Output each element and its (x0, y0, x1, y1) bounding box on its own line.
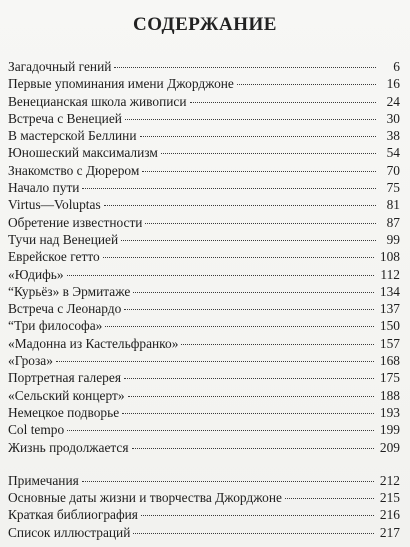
toc-entry (8, 421, 400, 438)
toc-entry-page: 134 (379, 283, 400, 299)
toc-entry-title: Тучи над Венецией (8, 231, 119, 247)
dot-leader (237, 84, 376, 85)
toc-entry-title: Загадочный гений (8, 59, 112, 74)
toc-entry (8, 231, 400, 248)
toc-entry (8, 387, 400, 404)
dot-leader (132, 448, 374, 449)
toc-entry-title: Обретение известности (8, 214, 143, 230)
toc-entry (8, 144, 400, 161)
table-of-contents (8, 58, 400, 541)
dot-leader (133, 533, 374, 534)
dot-leader (122, 413, 374, 414)
toc-entry-page: 38 (386, 128, 400, 144)
toc-entry-page: 215 (379, 490, 400, 506)
toc-entry-title: Список иллюстраций (8, 524, 131, 540)
dot-leader (161, 153, 376, 154)
dot-leader (105, 326, 374, 327)
toc-entry-page: 188 (379, 387, 400, 403)
toc-entry-title: Встреча с Венецией (8, 110, 122, 126)
toc-entry (8, 127, 400, 144)
toc-entry (8, 179, 400, 196)
toc-main-section (8, 58, 400, 456)
toc-entry-title: “Три философа» (8, 318, 103, 334)
toc-entry-title: Портретная галерея (8, 370, 121, 386)
dot-leader (145, 223, 376, 224)
toc-entry-title: “Курьёз» в Эрмитаже (8, 283, 131, 299)
toc-entry-page: 108 (379, 249, 400, 265)
toc-entry-title: Немецкое подворье (8, 404, 120, 420)
dot-leader (142, 171, 376, 172)
dot-leader (181, 344, 374, 345)
toc-entry-title: «Мадонна из Кастельфранко» (8, 335, 179, 351)
toc-entry-page: 81 (386, 197, 400, 213)
toc-entry-page: 199 (379, 422, 400, 438)
toc-entry (8, 196, 400, 213)
dot-leader (285, 498, 374, 499)
toc-entry (8, 352, 400, 369)
toc-entry-title: «Сельский концерт» (8, 387, 125, 403)
dot-leader (128, 396, 374, 397)
dot-leader (104, 205, 376, 206)
toc-entry-page: 70 (386, 162, 400, 178)
dot-leader (67, 275, 375, 276)
toc-entry-title: Краткая библиография (8, 507, 138, 523)
toc-entry-page: 209 (379, 439, 400, 455)
toc-entry-title: Примечания (8, 472, 79, 488)
toc-entry (8, 283, 400, 300)
toc-entry-page: 99 (386, 231, 400, 247)
toc-entry-title: Венецианская школа живописи (8, 93, 187, 109)
toc-entry-page: 212 (379, 472, 400, 488)
toc-entry-title: Встреча с Леонардо (8, 301, 122, 317)
toc-entry (8, 75, 400, 92)
toc-entry-page: 54 (386, 145, 400, 161)
toc-entry-page: 217 (379, 524, 400, 540)
toc-appendix-section (8, 472, 400, 541)
page-title: СОДЕРЖАНИЕ (133, 14, 277, 35)
toc-entry-title: Знакомство с Дюрером (8, 162, 140, 178)
dot-leader (121, 240, 376, 241)
toc-entry-page: 150 (379, 318, 400, 334)
toc-entry (8, 58, 400, 75)
toc-entry-title: Юношеский максимализм (8, 145, 158, 161)
toc-entry-title: Первые упоминания имени Джорджоне (8, 76, 234, 92)
toc-entry-title: «Гроза» (8, 353, 53, 369)
toc-entry (8, 317, 400, 334)
toc-entry (8, 214, 400, 231)
toc-entry-title: Еврейское гетто (8, 249, 100, 265)
toc-entry (8, 266, 400, 283)
toc-entry-page: 175 (379, 370, 400, 386)
toc-entry (8, 162, 400, 179)
toc-entry-title: Начало пути (8, 180, 80, 196)
section-gap (8, 456, 400, 472)
dot-leader (82, 188, 376, 189)
dot-leader (133, 292, 374, 293)
toc-entry (8, 369, 400, 386)
dot-leader (190, 102, 376, 103)
toc-entry-page: 137 (379, 301, 400, 317)
toc-entry (8, 472, 400, 489)
toc-entry (8, 524, 400, 541)
toc-entry-title: «Юдифь» (8, 266, 64, 282)
dot-leader (103, 257, 374, 258)
toc-entry (8, 93, 400, 110)
dot-leader (125, 119, 376, 120)
toc-entry (8, 404, 400, 421)
toc-entry (8, 506, 400, 523)
dot-leader (124, 309, 374, 310)
toc-entry (8, 439, 400, 456)
toc-entry-title: В мастерской Беллини (8, 128, 137, 144)
toc-entry (8, 300, 400, 317)
toc-entry (8, 489, 400, 506)
toc-entry-page: 193 (379, 404, 400, 420)
toc-entry-page: 16 (386, 76, 400, 92)
toc-entry (8, 110, 400, 127)
toc-entry-page: 30 (386, 110, 400, 126)
dot-leader (140, 136, 376, 137)
dot-leader (114, 67, 376, 68)
dot-leader (82, 481, 374, 482)
toc-entry-page: 6 (393, 59, 400, 74)
toc-entry-title: Основные даты жизни и творчества Джорджоне (8, 490, 282, 506)
toc-entry-page: 168 (379, 353, 400, 369)
toc-entry-title: Жизнь продолжается (8, 439, 129, 455)
toc-entry-page: 157 (379, 335, 400, 351)
toc-entry-page: 112 (380, 266, 400, 282)
toc-entry (8, 335, 400, 352)
toc-entry-title: Virtus—Voluptas (8, 197, 101, 213)
dot-leader (124, 378, 374, 379)
toc-entry-page: 24 (386, 93, 400, 109)
toc-entry-title: Col tempo (8, 422, 65, 438)
toc-entry (8, 248, 400, 265)
dot-leader (56, 361, 374, 362)
toc-entry-page: 216 (379, 507, 400, 523)
toc-entry-page: 75 (386, 180, 400, 196)
toc-entry-page: 87 (386, 214, 400, 230)
dot-leader (67, 430, 374, 431)
dot-leader (141, 515, 374, 516)
